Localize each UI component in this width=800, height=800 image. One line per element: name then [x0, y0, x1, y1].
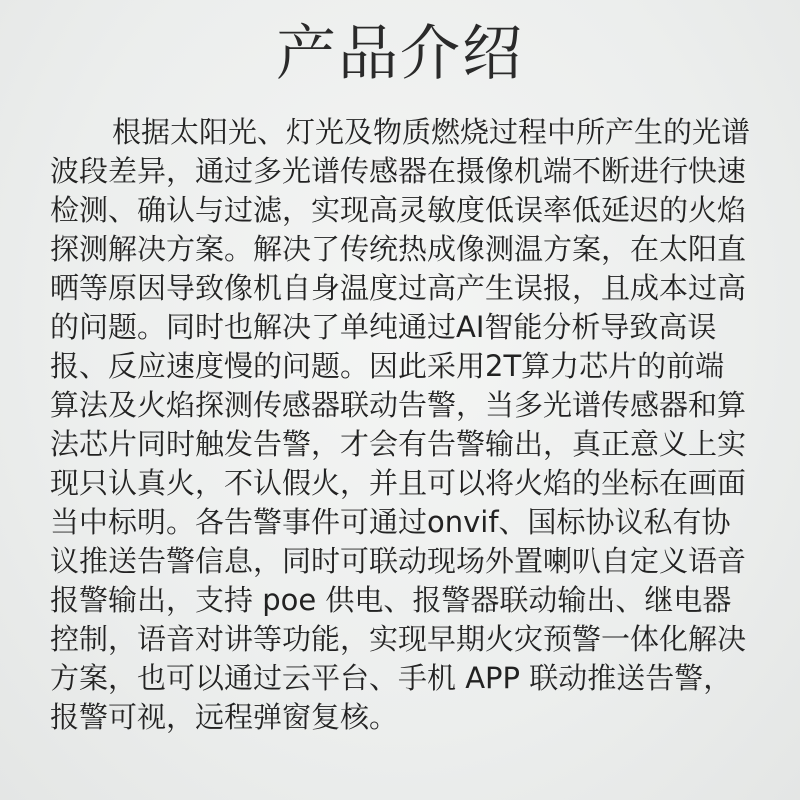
- page-title: 产品介绍: [276, 19, 524, 89]
- paragraph-line: 报、反应速度慢的问题。因此采用2T算力芯片的前端: [50, 349, 725, 383]
- paragraph-line: 算法及火焰探测传感器联动告警，当多光谱传感器和算: [50, 388, 747, 422]
- paragraph-line: 的问题。同时也解决了单纯通过AI智能分析导致高误: [50, 310, 717, 344]
- paragraph-line: 根据太阳光、灯光及物质燃烧过程中所产生的光谱: [112, 115, 751, 149]
- paragraph-line: 控制，语音对讲等功能，实现早期火灾预警一体化解决: [50, 622, 747, 656]
- paragraph-line: 晒等原因导致像机自身温度过高产生误报，且成本过高: [50, 271, 747, 305]
- paragraph-line: 当中标明。各告警事件可通过onvif、国标协议私有协: [50, 505, 731, 539]
- paragraph-line: 探测解决方案。解决了传统热成像测温方案，在太阳直: [50, 232, 747, 266]
- paragraph-line: 现只认真火，不认假火，并且可以将火焰的坐标在画面: [50, 466, 747, 500]
- paragraph-line: 方案，也可以通过云平台、手机 APP 联动推送告警，: [50, 661, 733, 695]
- paragraph-line: 法芯片同时触发告警，才会有告警输出，真正意义上实: [50, 427, 747, 461]
- paragraph-line: 检测、确认与过滤，实现高灵敏度低误率低延迟的火焰: [50, 193, 747, 227]
- paragraph-line: 波段差异，通过多光谱传感器在摄像机端不断进行快速: [50, 154, 747, 188]
- paragraph-line: 报警输出，支持 poe 供电、报警器联动输出、继电器: [50, 583, 732, 617]
- paragraph-line: 议推送告警信息，同时可联动现场外置喇叭自定义语音: [50, 544, 747, 578]
- paragraph-line: 报警可视，远程弹窗复核。: [50, 700, 399, 734]
- intro-paragraph: [50, 113, 770, 737]
